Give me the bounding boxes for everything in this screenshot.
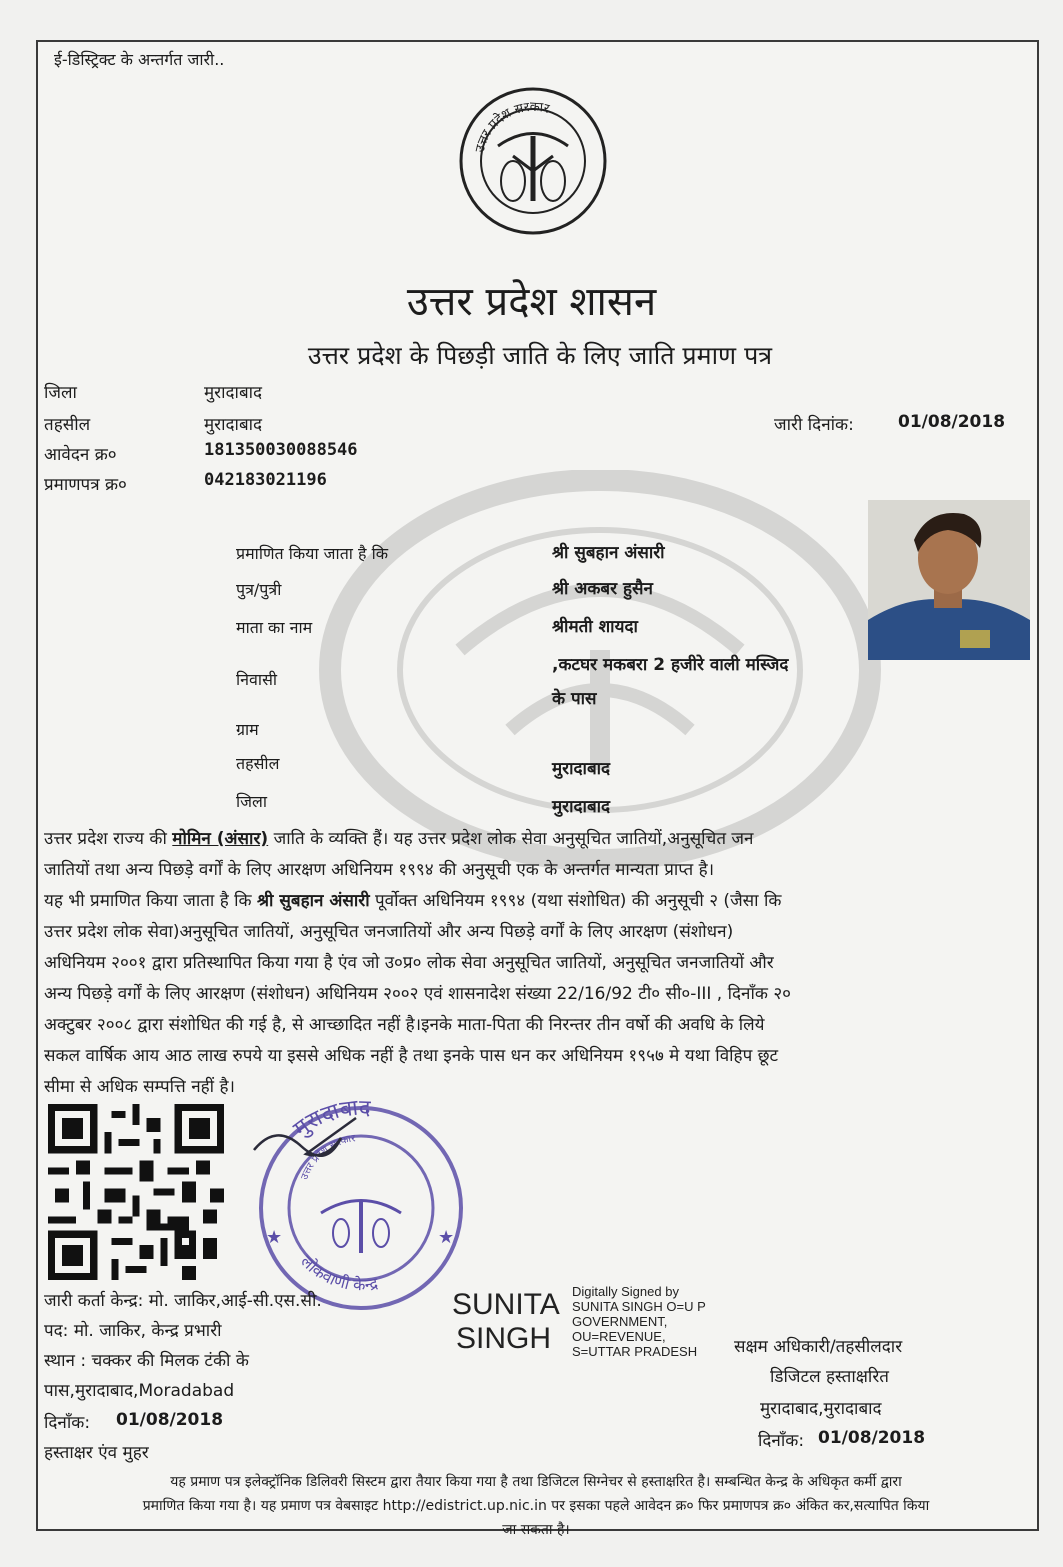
digital-signer-name-line2: SINGH	[456, 1322, 552, 1355]
issue-date-label: जारी दिनांक:	[774, 415, 854, 435]
caste-paragraph: उत्तर प्रदेश राज्य की मोमिन (अंसार) जाति के व्यक्ति हैं। यह उत्तर प्रदेश लोक सेवा अनुसूचित जातियों,अनुसूचित जन जातियों तथा अन्य पिछड़े वर्गों के लिए आरक्षण अधिनियम १९९४ की अनुसूची एक के अन्तर्गत मान्यता प्राप्त है।	[44, 829, 754, 880]
tehsil-value: मुरादाबाद	[204, 415, 263, 435]
authority-date-value: 01/08/2018	[818, 1428, 926, 1448]
page-title: उत्तर प्रदेश शासन	[406, 279, 657, 325]
issuer-date-label: दिनाँक:	[44, 1413, 91, 1433]
address-line2: के पास	[552, 689, 597, 709]
issuer-date-value: 01/08/2018	[116, 1410, 224, 1430]
person-district-value: मुरादाबाद	[552, 797, 611, 817]
authority-signed: डिजिटल हस्ताक्षरित	[770, 1367, 889, 1387]
official-round-stamp	[246, 1088, 476, 1318]
up-government-emblem	[458, 86, 608, 236]
issue-date-value: 01/08/2018	[898, 412, 1006, 432]
authority-date-label: दिनाँक:	[758, 1431, 805, 1451]
issuing-center: जारी कर्ता केन्द्र: मो. जाकिर,आई-सी.एस.सी.	[44, 1291, 322, 1311]
stamp-top-text: मुरादाबाद	[289, 1095, 371, 1143]
paragraph-applicant-name: श्री सुबहान अंसारी	[257, 891, 370, 911]
caste-name: मोमिन (अंसार)	[172, 829, 269, 849]
village-label: ग्राम	[236, 720, 259, 739]
relation-label: पुत्र/पुत्री	[236, 580, 282, 599]
district-value: मुरादाबाद	[204, 383, 263, 403]
digital-signer-name-line1: SUNITA	[452, 1288, 560, 1321]
issuer-place-line2: पास,मुरादाबाद,Moradabad	[44, 1381, 235, 1401]
person-tehsil-label: तहसील	[236, 754, 280, 773]
issuer-place-line1: स्थान : चक्कर की मिलक टंकी के	[44, 1351, 249, 1371]
footer-note: यह प्रमाण पत्र इलेक्ट्रॉनिक डिलिवरी सिस्टम द्वारा तैयार किया गया है तथा डिजिटल सिग्नेचर से हस्ताक्षरित है। सम्बन्धित केन्द्र के अधिकृत कर्मी द्वारा प्रमाणित किया गया है। यह प्रमाण पत्र वेबसाइट http://edistrict.up.nic.in पर इसका पहले आवेदन क्र० फिर प्रमाणपत्र क्र० अंकित कर,सत्यापित किया जा सकता है।	[142, 1474, 930, 1538]
issued-under-text: ई-डिस्ट्रिक्ट के अन्तर्गत जारी..	[54, 50, 225, 69]
resident-label: निवासी	[236, 670, 278, 689]
applicant-name: श्री सुबहान अंसारी	[552, 543, 665, 563]
digital-signature-details: Digitally Signed by SUNITA SINGH O=U P GOVERNMENT, OU=REVENUE, S=UTTAR PRADESH	[572, 1284, 706, 1359]
certificate-subtitle: उत्तर प्रदेश के पिछड़ी जाति के लिए जाति प्रमाण पत्र	[307, 341, 773, 370]
certified-label: प्रमाणित किया जाता है कि	[236, 544, 389, 563]
eligibility-paragraph: यह भी प्रमाणित किया जाता है कि श्री सुबहान अंसारी पूर्वोक्त अधिनियम १९९४ (यथा संशोधित) की अनुसूची २ (जैसा कि उत्तर प्रदेश लोक सेवा)अनुसूचित जातियों, अनुसूचित जनजातियों और अन्य पिछड़े वर्गों के लिए आरक्षण (संशोधन) अधिनियम २००१ द्वारा प्रतिस्थापित किया गया है एंव जो उ०प्र० लोक सेवा अनुसूचित जातियों, अनुसूचित जनजातियों और अन्य पिछड़े वर्गों के लिए आरक्षण (संशोधन) अधिनियम २००२ एवं शासनादेश संख्या 22/16/92 टी० सी०-III , दिनाँक २० अक्टुबर २००८ द्वारा संशोधित की गई है, से आच्छादित नहीं है।इनके माता-पिता की निरन्तर तीन वर्षो की अवधि के लिये सकल वार्षिक आय आठ लाख रुपये या इससे अधिक नहीं है तथा इनके पास धन कर अधिनियम १९५७ मे यथा विहिप छूट सीमा से अधिक सम्पत्ति नहीं है।	[44, 891, 792, 1097]
issuer-post: पद: मो. जाकिर, केन्द्र प्रभारी	[44, 1321, 222, 1341]
stamp-inner-text: उत्तर प्रदेश सरकार	[299, 1133, 357, 1182]
authority-designation: सक्षम अधिकारी/तहसीलदार	[734, 1337, 903, 1357]
address-line1: ,कटघर मकबरा 2 हजीरे वाली मस्जिद	[552, 655, 789, 675]
district-label: जिला	[44, 383, 77, 403]
authority-location: मुरादाबाद,मुरादाबाद	[760, 1399, 882, 1419]
svg-text:★: ★	[266, 1227, 283, 1248]
application-number-label: आवेदन क्र०	[44, 445, 117, 465]
sign-and-seal-label: हस्ताक्षर एंव मुहर	[44, 1443, 149, 1463]
svg-text:★: ★	[438, 1227, 455, 1248]
certificate-number-label: प्रमाणपत्र क्र०	[44, 475, 127, 495]
certificate-number-value: 042183021196	[204, 470, 327, 490]
person-district-label: जिला	[236, 792, 268, 811]
stamp-bottom-text: लोकवाणी केन्द्र	[297, 1251, 380, 1295]
tehsil-label: तहसील	[44, 415, 91, 435]
applicant-photo	[868, 500, 1030, 660]
mother-name: श्रीमती शायदा	[552, 617, 638, 637]
person-tehsil-value: मुरादाबाद	[552, 759, 611, 779]
mother-label: माता का नाम	[236, 618, 313, 637]
application-number-value: 181350030088546	[204, 440, 358, 460]
qr-code	[48, 1104, 224, 1280]
father-name: श्री अकबर हुसैन	[552, 579, 653, 599]
emblem-text: उत्तर प्रदेश सरकार	[472, 99, 551, 154]
